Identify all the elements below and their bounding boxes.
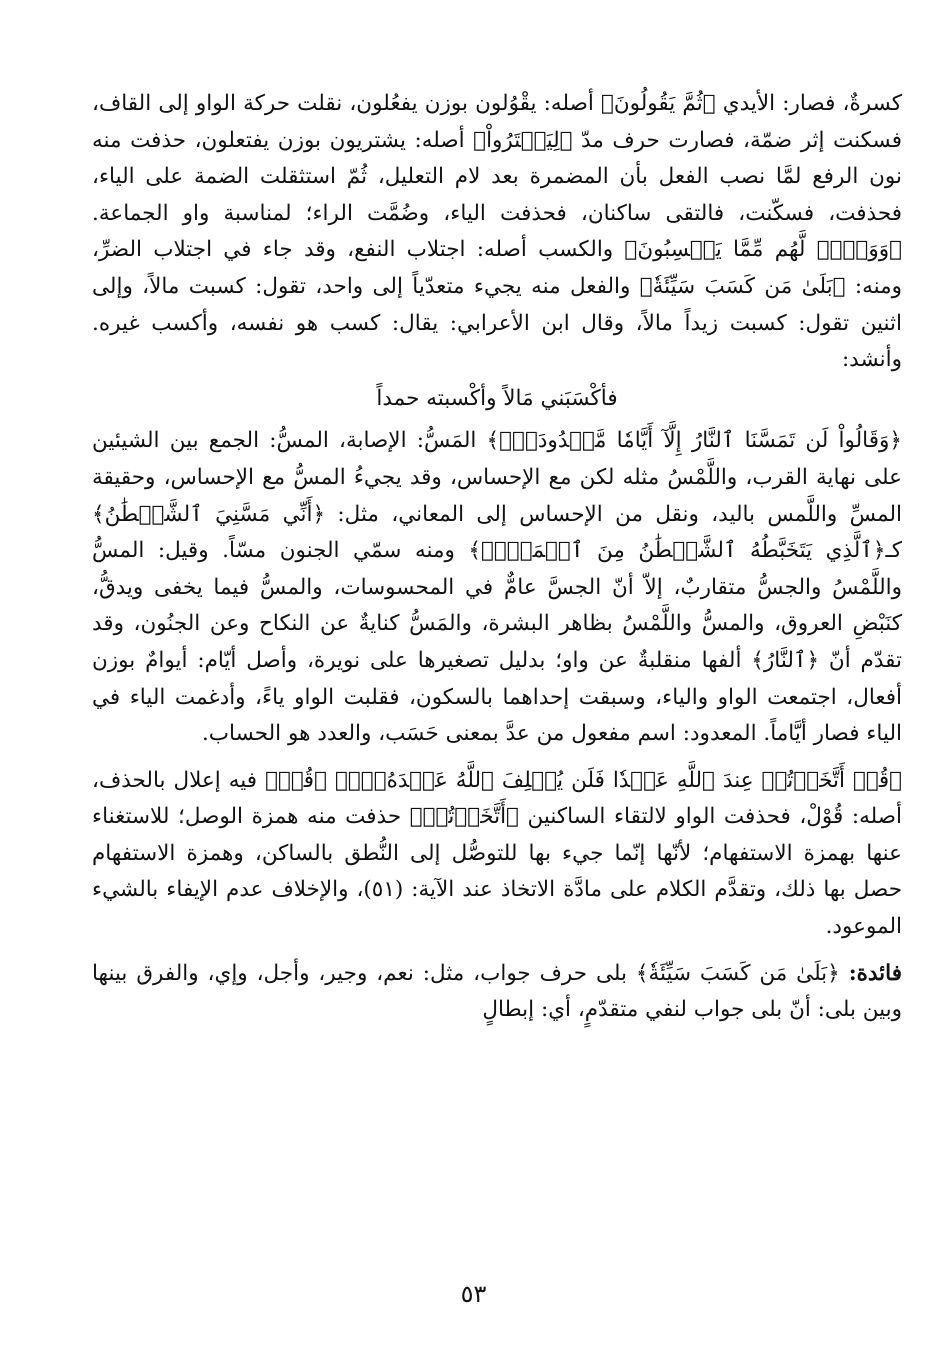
paragraph-gap [92,753,902,763]
note-paragraph [92,956,902,1029]
paragraph-1: كسرةٌ، فصار: الأيدي ﴿ثُمَّ يَقُولُونَ﴾ أصله: يقْوُلون بوزن يفعُلون، نقلت حركة الواو إلى القاف، فسكنت إثر ضمّة، فصارت حرف مدّ ﴿لِيَشۡتَرُواْ﴾ أصله: يشتريون بوزن يفتعلون، حذفت منه نون الرفع لمَّا نصب الفعل بأن المضمرة بعد لام التعليل، ثُمّ استثقلت الضمة على الياء، فحذفت، فسكّنت، فالتقى ساكنان، فحذفت الياء، وضُمَّت الراء؛ لمناسبة واو الجماعة. ﴿وَوَيۡلٞ لَّهُم مِّمَّا يَكۡسِبُونَ﴾ والكسب أصله: اجتلاب النفع، وقد جاء في اجتلاب الضرِّ، ومنه: ﴿بَلَىٰ مَن كَسَبَ سَيِّئَةٗ﴾ والفعل منه يجيء متعدّياً إلى واحد، تقول: كسبت مالاً، وإلى اثنين تقول: كسبت زيداً مالاً، وقال ابن الأعرابي: يقال: كسب هو نفسه، وأكسب غيره. وأنشد: [92,91,902,373]
page-number: ٥٣ [460,1280,487,1308]
paragraph-gap [92,946,902,956]
paragraph-2: ﴿وَقَالُواْ لَن تَمَسَّنَا ٱلنَّارُ إِلَّآ أَيَّامٗا مَّعۡدُودَةٗۚ﴾ المَسُّ: الإصابة، المسُّ: الجمع بين الشيئين على نهاية القرب، واللَّمْسُ مثله لكن مع الإحساس، وقد يجيءُ المسُّ مع الإحساس، وحقيقة المسِّ واللَّمس باليد، ونقل من الإحساس إلى المعاني، مثل: ﴿أَنِّي مَسَّنِيَ ٱلشَّيۡطَٰنُ﴾ كـ﴿ٱلَّذِي يَتَخَبَّطُهُ ٱلشَّيۡطَٰنُ مِنَ ٱلۡمَسِّۚ﴾ ومنه سمّي الجنون مسّاً. وقيل: المسُّ واللَّمْسُ والجسُّ متقاربٌ، إلاّ أنّ الجسَّ عامٌّ في المحسوسات، والمسُّ فيما يخفى ويدقُّ، كنَبْضِ العروق، والمسُّ واللَّمْسُ بظاهر البشرة، والمَسُّ كنايةٌ عن النكاح وعن الجنُون، وقد تقدّم أنّ ﴿ٱلنَّارُ﴾ ألفها منقلبةٌ عن واو؛ بدليل تصغيرها على نويرة، وأصل أيّام: أيوامٌ بوزن أفعال، اجتمعت الواو والياء، وسبقت إحداهما بالسكون، فقلبت الواو ياءً، وأدغمت الياء في الياء فصار أيَّاماً. المعدود: اسم مفعول من عدَّ بمعنى حَسَب، والعدد هو الحساب. [92,428,902,747]
note-label: فائدة: [848,960,902,986]
page-body [92,86,902,1029]
note-text: ﴿بَلَىٰ مَن كَسَبَ سَيِّئَةٗ﴾ بلى حرف جواب، مثل: نعم، وجير، وأجل، وإي، والفرق بينها وبين بلى: أنّ بلى جواب لنفي متقدّمٍ، أي: إبطالٍ [92,960,902,1023]
poetry-verse: فأكْسَبَني مَالاً وأكْسبته حمداً [376,385,618,411]
paragraph-3: ﴿قُلۡ أَتَّخَذۡتُمۡ عِندَ ٱللَّهِ عَهۡدٗا فَلَن يُخۡلِفَ ٱللَّهُ عَهۡدَهُۥٓۖ﴾ ﴿قُلۡ﴾ فيه إعلال بالحذف، أصله: قُوْلْ، فحذفت الواو لالتقاء الساكنين ﴿أَتَّخَذۡتُمۡ﴾ حذفت منه همزة الوصل؛ للاستغناء عنها بهمزة الاستفهام؛ لأنّها إنّما جيء بها للتوصُّل إلى النُّطق بالساكن، وهمزة الاستفهام حصل بها ذلك، وتقدَّم الكلام على مادَّة الاتخاذ عند الآية: (٥١)، والإخلاف عدم الإيفاء بالشيء الموعود. [92,767,902,940]
